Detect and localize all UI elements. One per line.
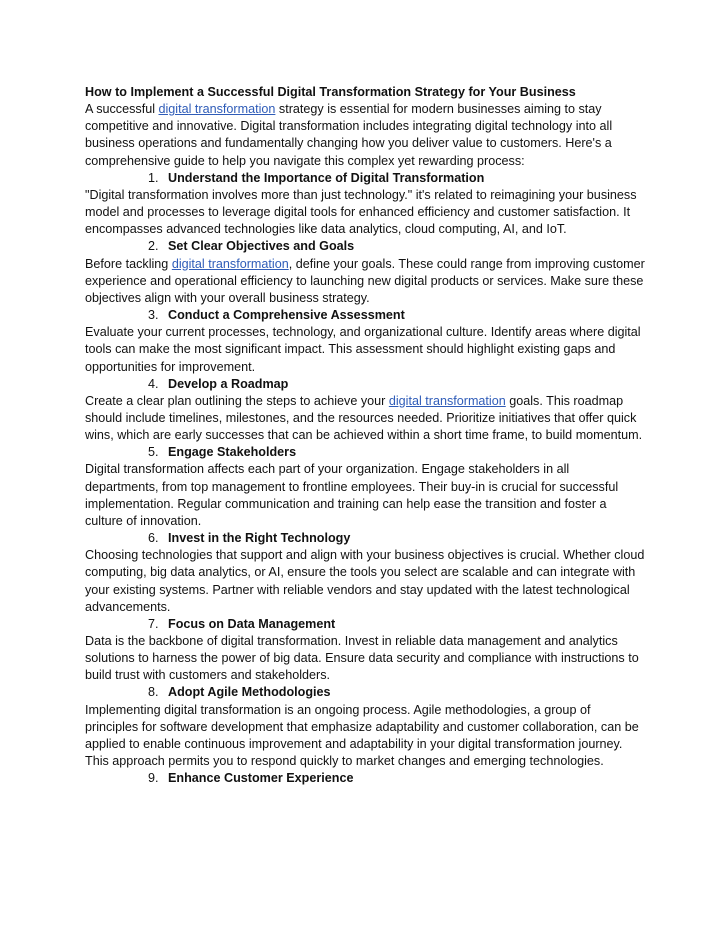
section-text-post: goals. This roadmap should include timelines, milestones, and the resources needed. Prioritize initiatives that offer quick wins, which are early successes that can be achieved within a short time frame, to build momentum. [85, 393, 643, 443]
document-title: How to Implement a Successful Digital Transformation Strategy for Your Business [85, 85, 576, 99]
section-number: 2. [148, 239, 159, 254]
section-heading-7 [85, 616, 645, 633]
section-heading-8 [85, 684, 645, 701]
section-paragraph-3: Evaluate your current processes, technology, and organizational culture. Identify areas where digital tools can make the most significant impact. This assessment should highlight existing gaps and opportunities for improvement. [85, 325, 641, 374]
section-heading-text: Develop a Roadmap [168, 376, 289, 391]
section-heading-text: Engage Stakeholders [168, 445, 297, 460]
section-text-pre: Before tackling [85, 256, 172, 271]
section-paragraph-2 [85, 256, 645, 307]
section-paragraph-8: Implementing digital transformation is an ongoing process. Agile methodologies, a group of principles for software development that emphasize adaptability and customer collaboration, can be applied to enable continuous improvement and adaptability in your digital transformation journey. This approach permits you to respond quickly to market changes and emerging technologies. [85, 702, 639, 769]
section-heading-text: Conduct a Comprehensive Assessment [168, 308, 405, 323]
section-heading-text: Set Clear Objectives and Goals [168, 239, 355, 254]
section-text-post: , define your goals. These could range from improving customer experience and operational efficiency to launching new digital products or services. Make sure these objectives align with your overall business strategy. [85, 256, 645, 305]
section-paragraph-4 [85, 393, 645, 444]
section-heading-4 [85, 376, 645, 393]
intro-paragraph [85, 101, 645, 170]
section-heading-3 [85, 307, 645, 324]
section-number: 8. [148, 685, 159, 700]
section-heading-2 [85, 238, 645, 255]
section-heading-text: Adopt Agile Methodologies [168, 685, 331, 700]
section-paragraph-5: Digital transformation affects each part of your organization. Engage stakeholders in all departments, from top management to frontline employees. Their buy-in is crucial for successful implementation. Regular communication and training can help ease the transition and foster a culture of innovation. [85, 462, 619, 528]
intro-text-pre: A successful [85, 102, 159, 117]
section-heading-text: Understand the Importance of Digital Transformation [168, 170, 485, 185]
document-page [85, 84, 645, 787]
section-paragraph-7: Data is the backbone of digital transformation. Invest in reliable data management and analytics solutions to harness the power of big data. Ensure data security and compliance with instructions to build trust with customers and stakeholders. [85, 634, 639, 683]
section-heading-text: Focus on Data Management [168, 616, 336, 631]
section-number: 1. [148, 170, 159, 185]
section-text-pre: Create a clear plan outlining the steps to achieve your [85, 393, 389, 408]
section-heading-text: Invest in the Right Technology [168, 531, 351, 546]
section-number: 9. [148, 771, 159, 786]
section-number: 6. [148, 531, 159, 546]
section-paragraph-1: "Digital transformation involves more than just technology." it's related to reimagining your business model and processes to leverage digital tools for enhanced efficiency and customer satisfaction. It encompasses advanced technologies like data analytics, cloud computing, AI, and IoT. [85, 187, 637, 237]
section-heading-text: Enhance Customer Experience [168, 771, 354, 786]
section-number: 5. [148, 445, 159, 460]
intro-text-post: strategy is essential for modern businesses aiming to stay competitive and innovative. Digital transformation includes integrating digital technology into all business operations and fundamentally changing how you deliver value to customers. Here's a comprehensive guide to help you navigate this complex yet rewarding process: [85, 102, 613, 168]
section-number: 3. [148, 308, 159, 323]
digital-transformation-link[interactable]: digital transformation [171, 256, 289, 271]
section-heading-9 [85, 770, 645, 787]
section-number: 7. [148, 616, 159, 631]
section-paragraph-6: Choosing technologies that support and align with your business objectives is crucial. Whether cloud computing, big data analytics, or AI, ensure the tools you select are scalable and can integrate with your existing systems. Partner with reliable vendors and stay updated with the latest technological advancements. [85, 548, 645, 614]
digital-transformation-link[interactable]: digital transformation [158, 102, 276, 117]
section-heading-1 [85, 170, 645, 187]
section-number: 4. [148, 376, 159, 391]
section-heading-5 [85, 444, 645, 461]
section-heading-6 [85, 530, 645, 547]
digital-transformation-link[interactable]: digital transformation [388, 393, 506, 408]
